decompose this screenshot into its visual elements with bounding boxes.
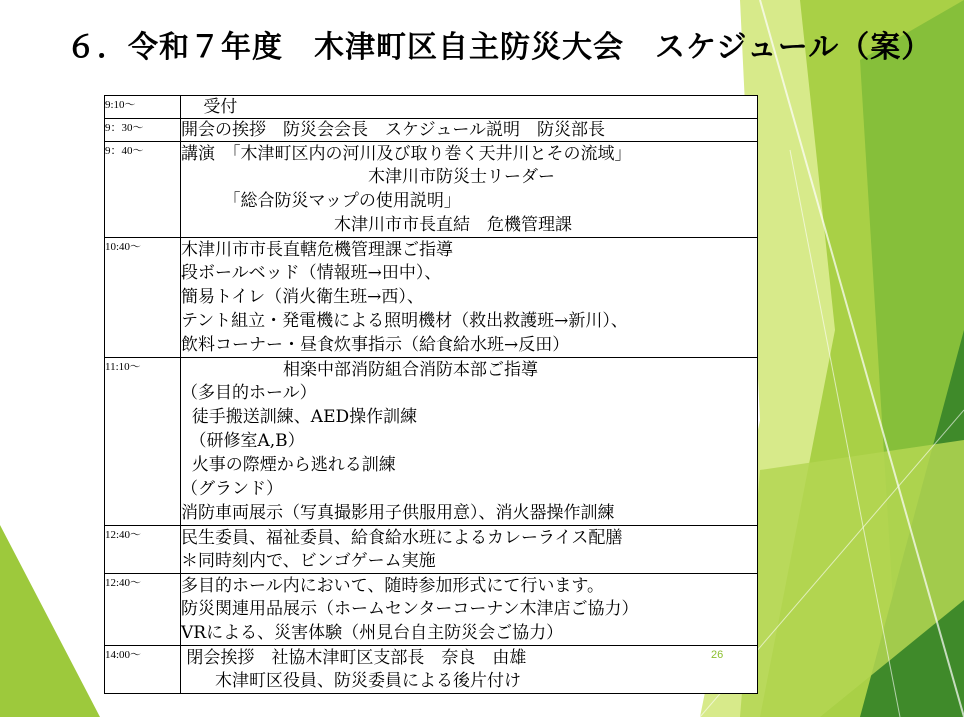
schedule-time: 9:10～ bbox=[105, 96, 181, 119]
schedule-line: （多目的ホール） bbox=[181, 383, 317, 403]
schedule-time: 10:40～ bbox=[105, 238, 181, 358]
schedule-line: 相楽中部消防組合消防本部ご指導 bbox=[181, 360, 538, 380]
schedule-line: 講演 「木津町区内の河川及び取り巻く天井川とその流域」 bbox=[181, 144, 632, 164]
schedule-line: 木津町区役員、防災委員による後片付け bbox=[181, 671, 521, 691]
schedule-row bbox=[105, 238, 758, 358]
schedule-line: 徒手搬送訓練、AED操作訓練 bbox=[181, 407, 418, 427]
schedule-row bbox=[105, 646, 758, 694]
schedule-line: 「総合防災マップの使用説明」 bbox=[181, 191, 461, 211]
schedule-content bbox=[181, 646, 758, 694]
schedule-row bbox=[105, 119, 758, 142]
schedule-content bbox=[181, 142, 758, 238]
schedule-line: 飲料コーナー・昼食炊事指示（給食給水班→反田） bbox=[181, 335, 570, 355]
schedule-row bbox=[105, 526, 758, 574]
schedule-time: 9：40～ bbox=[105, 142, 181, 238]
schedule-line: 木津川市市長直轄危機管理課ご指導 bbox=[181, 240, 453, 260]
schedule-time: 14:00～ bbox=[105, 646, 181, 694]
schedule-content bbox=[181, 574, 758, 646]
schedule-row bbox=[105, 358, 758, 526]
schedule-line: 防災関連用品展示（ホームセンターコーナン木津店ご協力） bbox=[181, 599, 639, 619]
schedule-line: 消防車両展示（写真撮影用子供服用意）、消火器操作訓練 bbox=[181, 503, 615, 523]
schedule-line: 多目的ホール内において、随時参加形式にて行います。 bbox=[181, 576, 604, 596]
schedule-content bbox=[181, 238, 758, 358]
left-green-triangle bbox=[0, 525, 100, 717]
page-number: 26 bbox=[711, 649, 724, 661]
schedule-line: 受付 bbox=[181, 97, 238, 117]
schedule-row bbox=[105, 574, 758, 646]
schedule-table bbox=[104, 95, 758, 694]
schedule-content bbox=[181, 119, 758, 142]
schedule-time: 11:10～ bbox=[105, 358, 181, 526]
schedule-line: テント組立・発電機による照明機材（救出救護班→新川）、 bbox=[181, 311, 628, 331]
schedule-row bbox=[105, 142, 758, 238]
schedule-content bbox=[181, 526, 758, 574]
schedule-time: 12:40～ bbox=[105, 574, 181, 646]
schedule-line: VRによる、災害体験（州見台自主防災会ご協力） bbox=[181, 623, 564, 643]
schedule-content bbox=[181, 96, 758, 119]
schedule-line: （研修室A,B） bbox=[181, 431, 305, 451]
schedule-time: 12:40～ bbox=[105, 526, 181, 574]
schedule-line: 民生委員、福祉委員、給食給水班によるカレーライス配膳 bbox=[181, 528, 623, 548]
schedule-time: 9：30～ bbox=[105, 119, 181, 142]
schedule-content bbox=[181, 358, 758, 526]
schedule-line: 木津川市防災士リーダー bbox=[181, 167, 555, 187]
schedule-line: 閉会挨拶 社協木津町区支部長 奈良 由雄 bbox=[181, 648, 527, 668]
schedule-line: 段ボールベッド（情報班→田中）、 bbox=[181, 263, 442, 283]
schedule-line: ＊同時刻内で、ビンゴゲーム実施 bbox=[181, 551, 436, 571]
schedule-line: （グランド） bbox=[181, 479, 283, 499]
schedule-row bbox=[105, 96, 758, 119]
schedule-line: 火事の際煙から逃れる訓練 bbox=[181, 455, 396, 475]
page-title: ６．令和７年度 木津町区自主防災大会 スケジュール（案） bbox=[66, 30, 933, 65]
schedule-line: 簡易トイレ（消火衛生班→西）、 bbox=[181, 287, 424, 307]
schedule-line: 木津川市市長直結 危機管理課 bbox=[181, 215, 572, 235]
schedule-line: 開会の挨拶 防災会会長 スケジュール説明 防災部長 bbox=[181, 120, 605, 140]
schedule-body bbox=[105, 96, 758, 694]
